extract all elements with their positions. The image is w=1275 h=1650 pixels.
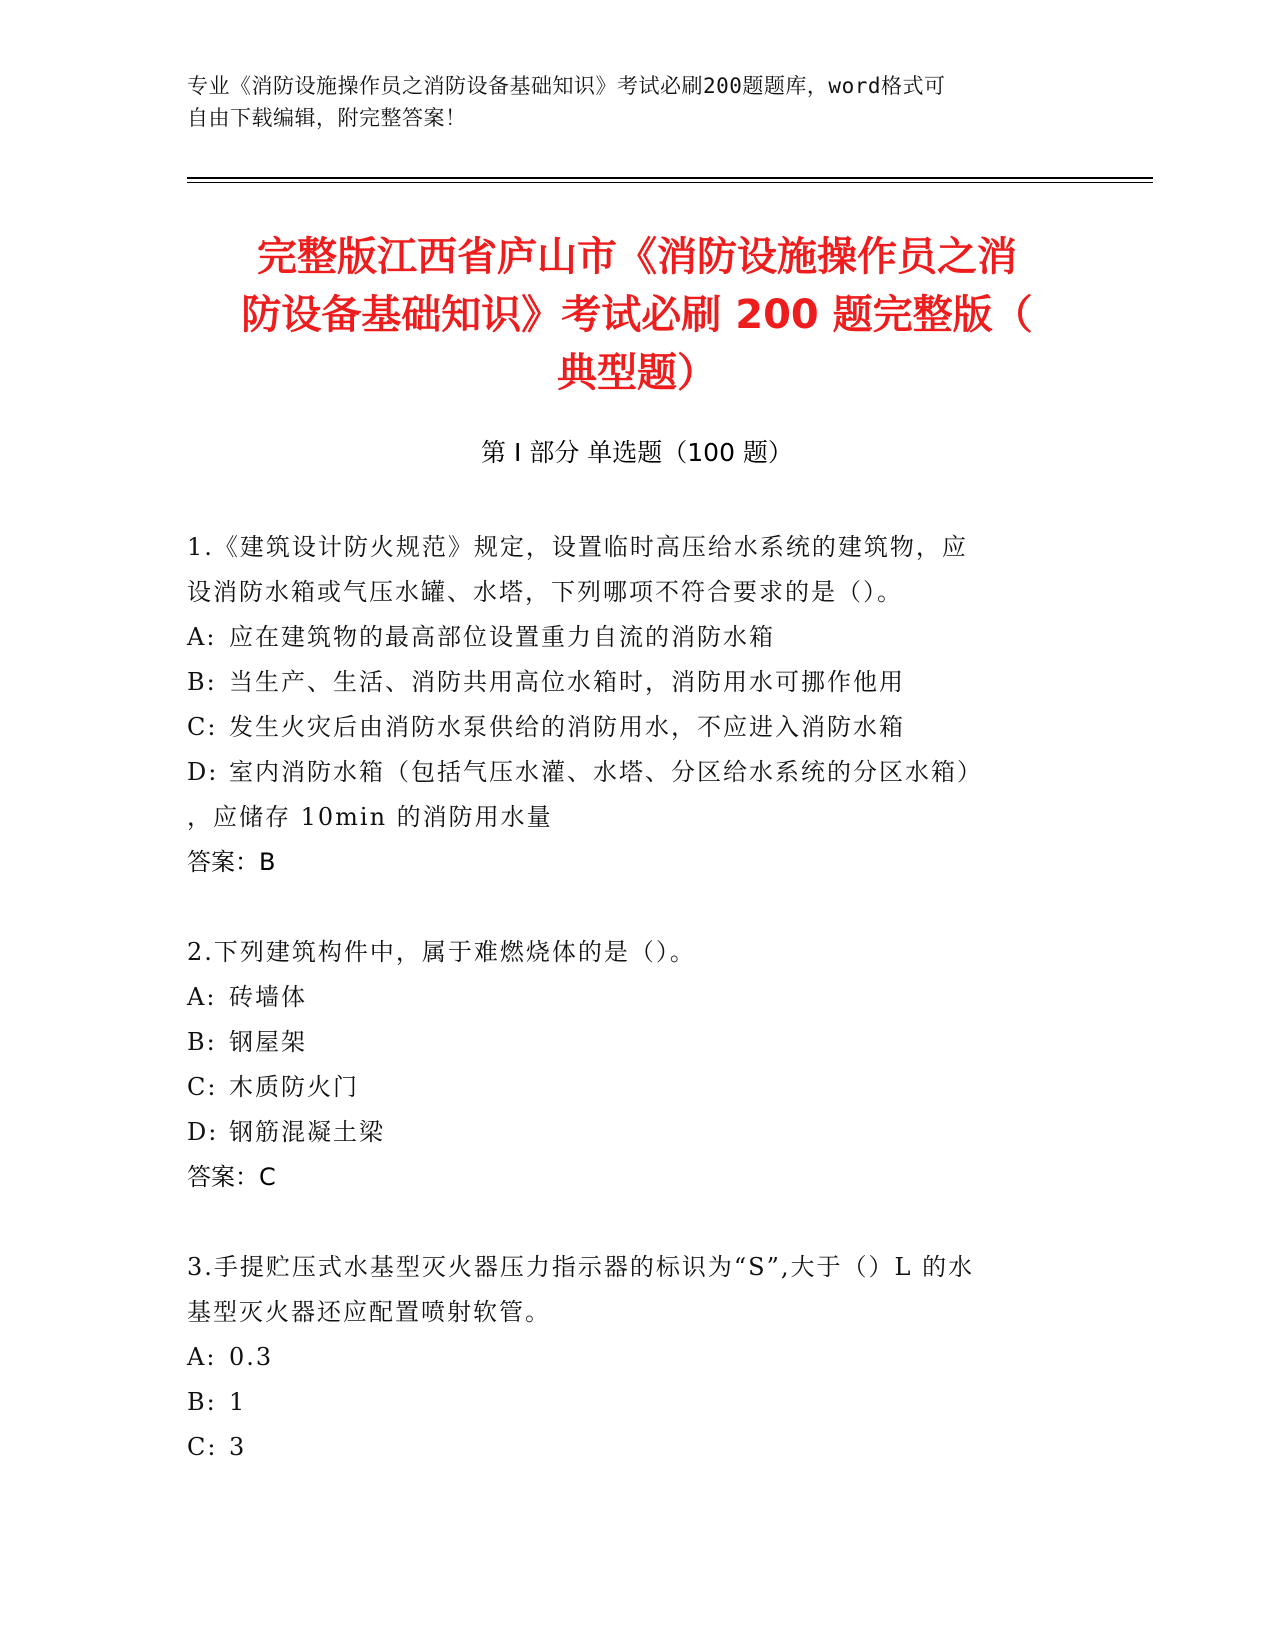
- title-line: 典型题）: [557, 350, 717, 396]
- option-d: [187, 750, 1087, 795]
- answer: 答案：B: [187, 848, 276, 876]
- question-3: [187, 1245, 1087, 1470]
- option-key: A:: [187, 623, 217, 651]
- header-note-line: 专业《消防设施操作员之消防设备基础知识》考试必刷200题题库，word格式可: [187, 74, 946, 98]
- option-key: B:: [187, 1388, 217, 1416]
- option-text: 当生产、生活、消防共用高位水箱时，消防用水可挪作他用: [229, 668, 905, 696]
- question-stem-line: 1.《建筑设计防火规范》规定，设置临时高压给水系统的建筑物，应: [187, 533, 968, 561]
- header-note: [187, 70, 1067, 134]
- option-a: [187, 975, 1087, 1020]
- document-title: [187, 228, 1087, 402]
- option-text: 砖墙体: [229, 983, 307, 1011]
- option-a: [187, 1335, 1087, 1380]
- question-stem-line: 基型灭火器还应配置喷射软管。: [187, 1298, 551, 1326]
- option-d: [187, 1110, 1087, 1155]
- option-key: B:: [187, 1028, 217, 1056]
- option-text: 室内消防水箱（包括气压水灌、水塔、分区给水系统的分区水箱）: [229, 758, 983, 786]
- question-2: [187, 930, 1087, 1200]
- question-stem-line: 设消防水箱或气压水罐、水塔，下列哪项不符合要求的是（）。: [187, 578, 903, 606]
- option-text: 0.3: [229, 1343, 274, 1371]
- answer: 答案：C: [187, 1163, 276, 1191]
- option-b: [187, 1020, 1087, 1065]
- option-key: D:: [187, 758, 219, 786]
- option-d-continuation: ，应储存 10min 的消防用水量: [187, 803, 553, 831]
- option-key: C:: [187, 1433, 218, 1461]
- option-key: A:: [187, 1343, 217, 1371]
- option-key: C:: [187, 713, 218, 741]
- question-stem-line: 3.手提贮压式水基型灭火器压力指示器的标识为“S”,大于（）L 的水: [187, 1253, 975, 1281]
- title-line: 完整版江西省庐山市《消防设施操作员之消: [257, 234, 1017, 280]
- question-list: [187, 525, 1087, 1515]
- option-text: 3: [229, 1433, 247, 1461]
- option-key: C:: [187, 1073, 218, 1101]
- option-text: 钢筋混凝土梁: [229, 1118, 385, 1146]
- option-c: [187, 705, 1087, 750]
- option-b: [187, 1380, 1087, 1425]
- question-stem-line: 2.下列建筑构件中，属于难燃烧体的是（）。: [187, 938, 696, 966]
- title-line: 防设备基础知识》考试必刷 200 题完整版（: [241, 292, 1033, 338]
- option-b: [187, 660, 1087, 705]
- option-c: [187, 1065, 1087, 1110]
- option-text: 1: [229, 1388, 247, 1416]
- option-text: 应在建筑物的最高部位设置重力自流的消防水箱: [229, 623, 775, 651]
- section-heading: 第 I 部分 单选题（100 题）: [481, 438, 793, 467]
- option-c: [187, 1425, 1087, 1470]
- option-text: 钢屋架: [229, 1028, 307, 1056]
- header-divider: [187, 177, 1153, 179]
- header-divider-thin: [187, 182, 1153, 183]
- option-a: [187, 615, 1087, 660]
- option-key: D:: [187, 1118, 219, 1146]
- option-key: B:: [187, 668, 217, 696]
- option-text: 发生火灾后由消防水泵供给的消防用水，不应进入消防水箱: [229, 713, 905, 741]
- option-text: 木质防火门: [229, 1073, 359, 1101]
- header-note-line: 自由下载编辑，附完整答案！: [187, 106, 467, 130]
- question-1: [187, 525, 1087, 885]
- option-key: A:: [187, 983, 217, 1011]
